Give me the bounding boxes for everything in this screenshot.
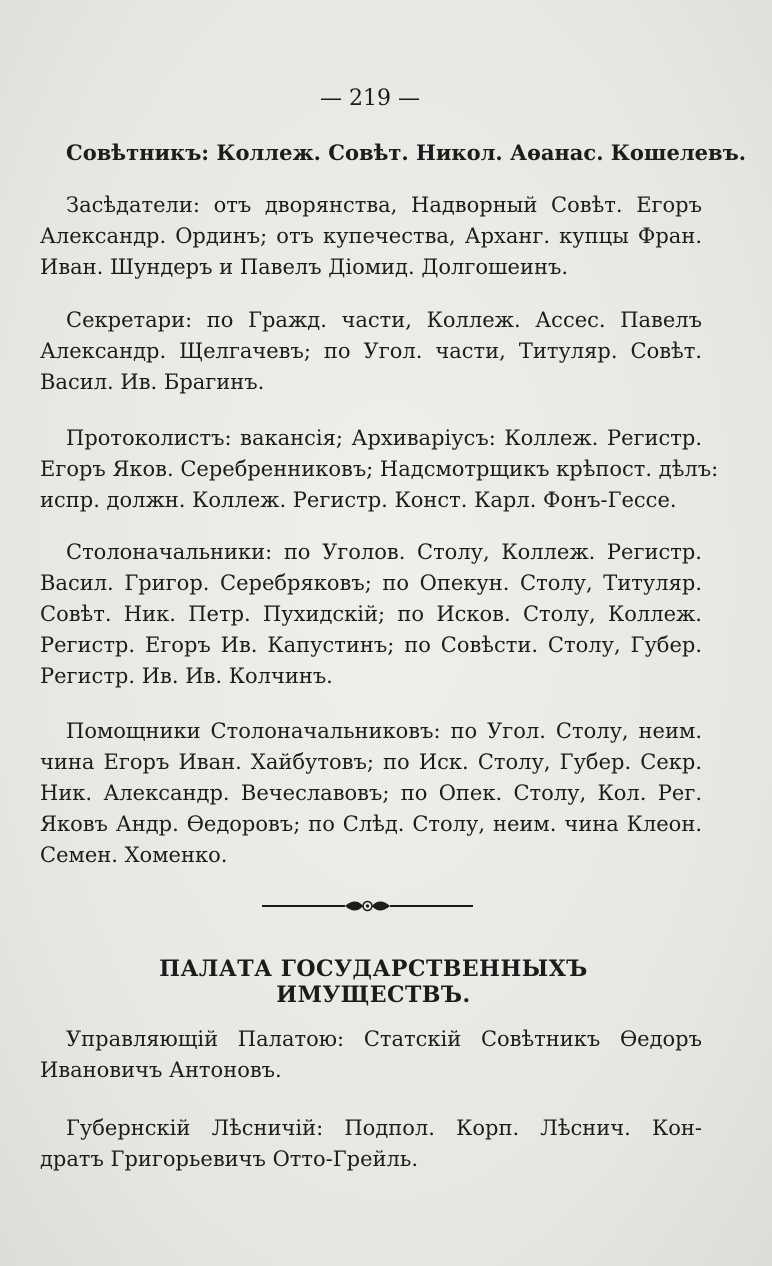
page-number: — 219 — xyxy=(320,86,420,111)
text-line: Губернскій Лѣсничій: Подпол. Корп. Лѣснич. Кон- xyxy=(66,1116,702,1140)
text-line: Секретари: по Гражд. части, Коллеж. Ассес. Павелъ xyxy=(66,308,702,332)
text-line: Васил. Ив. Брагинъ. xyxy=(40,370,265,394)
text-line: Ник. Александр. Вечеславовъ; по Опек. Столу, Кол. Рег. xyxy=(40,781,702,805)
text-line: Васил. Григор. Серебряковъ; по Опекун. Столу, Титуляр. xyxy=(40,571,702,595)
text-line: Совѣтникъ: Коллеж. Совѣт. Никол. Аѳанас. Кошелевъ. xyxy=(66,140,747,165)
text-line: испр. должн. Коллеж. Регистр. Конст. Карл. Фонъ-Гессе. xyxy=(40,488,677,512)
text-line: Яковъ Андр. Ѳедоровъ; по Слѣд. Столу, неим. чина Клеон. xyxy=(40,812,702,836)
paragraph-desk-heads xyxy=(40,537,702,692)
ornament-divider xyxy=(260,896,475,916)
text-line: Александр. Ординъ; отъ купечества, Арханг. купцы Фран. xyxy=(40,224,702,248)
paragraph-assessors xyxy=(40,190,702,283)
text-line: Управляющій Палатою: Статскій Совѣтникъ Ѳедоръ xyxy=(66,1027,702,1051)
paragraph-councillor xyxy=(40,137,747,168)
paragraph-secretaries xyxy=(40,305,702,398)
text-line: Протоколистъ: вакансія; Архиваріусъ: Коллеж. Регистр. xyxy=(66,426,702,450)
text-line: Ивановичъ Антоновъ. xyxy=(40,1058,282,1082)
paragraph-chamber-manager xyxy=(40,1024,702,1086)
text-line: Столоначальники: по Уголов. Столу, Коллеж. Регистр. xyxy=(66,540,702,564)
text-line: Засѣдатели: отъ дворянства, Надворный Совѣт. Егоръ xyxy=(66,193,702,217)
text-line: Регистр. Ив. Ив. Колчинъ. xyxy=(40,664,333,688)
text-line: чина Егоръ Иван. Хайбутовъ; по Иск. Столу, Губер. Секр. xyxy=(40,750,702,774)
text-line: Совѣт. Ник. Петр. Пухидскій; по Исков. Столу, Коллеж. xyxy=(40,602,702,626)
paragraph-protocolist xyxy=(40,423,719,516)
paragraph-assistants xyxy=(40,716,702,871)
section-heading: ПАЛАТА ГОСУДАРСТВЕННЫХЪ ИМУЩЕСТВЪ. xyxy=(159,956,588,1008)
paragraph-forester xyxy=(40,1113,702,1175)
text-line: Регистр. Егоръ Ив. Капустинъ; по Совѣсти. Столу, Губер. xyxy=(40,633,702,657)
text-line: Александр. Щелгачевъ; по Угол. части, Титуляр. Совѣт. xyxy=(40,339,702,363)
text-line: Помощники Столоначальниковъ: по Угол. Столу, неим. xyxy=(66,719,702,743)
text-line: Егоръ Яков. Серебренниковъ; Надсмотрщикъ крѣпост. дѣлъ: xyxy=(40,457,719,481)
text-line: Иван. Шундеръ и Павелъ Діомид. Долгошеинъ. xyxy=(40,255,569,279)
text-line: Семен. Хоменко. xyxy=(40,843,228,867)
text-line: дратъ Григорьевичъ Отто-Грейль. xyxy=(40,1147,418,1171)
